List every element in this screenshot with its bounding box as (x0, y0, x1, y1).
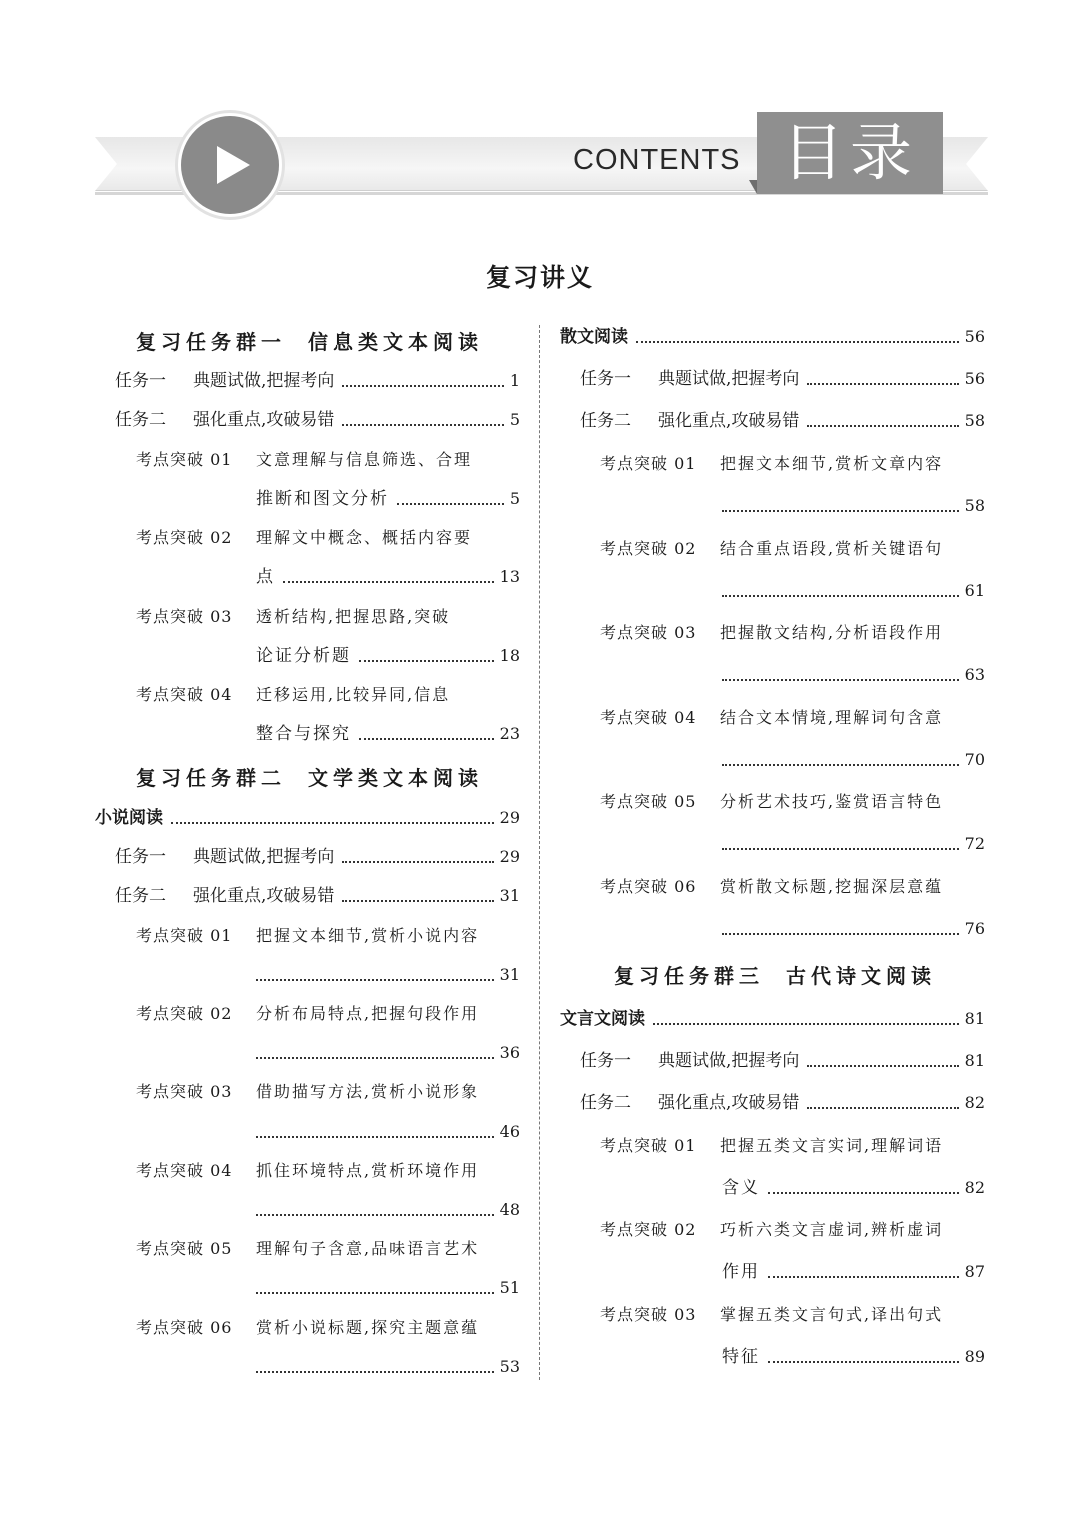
contents-banner (95, 110, 988, 220)
page-title: 复习讲义 (485, 263, 594, 292)
toc-entry[interactable] (722, 663, 985, 687)
leader-dots (256, 979, 494, 981)
kd-heading (600, 1303, 943, 1327)
leader-dots (256, 1371, 494, 1373)
group-name: 复习任务群二 (136, 766, 286, 790)
page-number: 29 (499, 847, 520, 866)
task-text: 典题试做,把握考向 (658, 369, 800, 389)
page-number: 23 (499, 724, 520, 743)
kd-code: 考点突破 01 (136, 926, 233, 945)
leader-dots (359, 738, 494, 740)
kd-text-cont: 点 (256, 567, 275, 587)
page-number: 56 (964, 369, 985, 388)
kd-code: 考点突破 01 (600, 1136, 697, 1155)
page-number: 82 (964, 1093, 985, 1112)
kd-text-cont: 论证分析题 (256, 646, 351, 666)
leader-dots (807, 383, 958, 385)
section-label: 散文阅读 (560, 327, 628, 347)
kd-text: 把握文本细节,赏析文章内容 (720, 454, 944, 473)
page-number: 46 (499, 1122, 520, 1141)
leader-dots (359, 660, 494, 662)
leader-dots (653, 1023, 959, 1025)
kd-code: 考点突破 03 (600, 1305, 697, 1324)
page-number: 72 (964, 834, 985, 853)
kd-text-cont: 含义 (722, 1178, 760, 1198)
task-label: 任务二 (115, 410, 166, 430)
toc-entry[interactable] (256, 1355, 520, 1379)
leader-dots (722, 933, 959, 935)
task-label: 任务一 (115, 847, 166, 867)
task-text: 强化重点,攻破易错 (658, 411, 800, 431)
toc-section[interactable] (560, 1007, 985, 1031)
task-text: 典题试做,把握考向 (193, 847, 335, 867)
label-tab-fold (749, 180, 757, 194)
kd-text: 巧析六类文言虚词,辨析虚词 (720, 1220, 944, 1239)
page-number: 1 (509, 371, 520, 390)
kd-text: 把握散文结构,分析语段作用 (720, 623, 944, 642)
task-text: 强化重点,攻破易错 (193, 410, 335, 430)
kd-text: 把握五类文言实词,理解词语 (720, 1136, 944, 1155)
task-text: 典题试做,把握考向 (193, 371, 335, 391)
kd-heading (136, 448, 472, 472)
toc-entry[interactable] (256, 1198, 520, 1222)
toc-entry[interactable] (722, 832, 985, 856)
contents-label-zh: 目录 (757, 112, 943, 194)
leader-dots (807, 1065, 958, 1067)
kd-code: 考点突破 04 (600, 708, 697, 727)
task-text: 强化重点,攻破易错 (193, 886, 335, 906)
kd-heading (600, 875, 943, 899)
kd-text: 借助描写方法,赏析小说形象 (256, 1082, 480, 1101)
toc-entry[interactable] (580, 1091, 985, 1115)
kd-code: 考点突破 06 (600, 877, 697, 896)
group-name: 复习任务群一 (136, 330, 286, 354)
kd-heading (600, 790, 943, 814)
kd-text: 结合重点语段,赏析关键语句 (720, 539, 944, 558)
leader-dots (256, 1136, 494, 1138)
toc-entry[interactable] (256, 644, 520, 668)
toc-entry[interactable] (722, 748, 985, 772)
toc-entry[interactable] (722, 917, 985, 941)
page-number: 53 (499, 1357, 520, 1376)
leader-dots (342, 861, 493, 863)
kd-heading (136, 1316, 479, 1340)
kd-text: 把握文本细节,赏析小说内容 (256, 926, 480, 945)
leader-dots (807, 425, 958, 427)
page-number: 76 (964, 919, 985, 938)
toc-entry[interactable] (722, 1345, 985, 1369)
task-label: 任务一 (580, 369, 631, 389)
task-label: 任务一 (115, 371, 166, 391)
kd-text-cont: 推断和图文分析 (256, 489, 389, 509)
leader-dots (256, 1214, 494, 1216)
kd-text: 掌握五类文言句式,译出句式 (720, 1305, 944, 1324)
leader-dots (171, 822, 494, 824)
kd-text: 分析艺术技巧,鉴赏语言特色 (720, 792, 944, 811)
toc-entry[interactable] (722, 1260, 985, 1284)
page-number: 5 (509, 410, 520, 429)
kd-code: 考点突破 04 (136, 685, 233, 704)
toc-entry[interactable] (256, 487, 520, 511)
kd-heading (136, 683, 450, 707)
page-number: 48 (499, 1200, 520, 1219)
toc-entry[interactable] (722, 1176, 985, 1200)
leader-dots (722, 848, 959, 850)
page-number: 13 (499, 567, 520, 586)
page-number: 61 (964, 581, 985, 600)
page-number: 51 (499, 1278, 520, 1297)
kd-text: 分析布局特点,把握句段作用 (256, 1004, 480, 1023)
group-heading (136, 762, 483, 791)
toc-entry[interactable] (580, 409, 985, 433)
leader-dots (722, 764, 959, 766)
kd-heading (600, 452, 943, 476)
leader-dots (256, 1292, 494, 1294)
page-number: 29 (499, 808, 520, 827)
section-label: 文言文阅读 (560, 1009, 645, 1029)
leader-dots (768, 1361, 959, 1363)
banner-notch-left (95, 137, 117, 191)
kd-code: 考点突破 05 (136, 1239, 233, 1258)
toc-entry[interactable] (722, 579, 985, 603)
group-heading (136, 326, 483, 355)
page-number: 58 (964, 411, 985, 430)
toc-entry[interactable] (256, 1276, 520, 1300)
kd-code: 考点突破 05 (600, 792, 697, 811)
toc-entry[interactable] (115, 369, 520, 393)
page-number: 63 (964, 665, 985, 684)
page-number: 81 (964, 1051, 985, 1070)
group-subject: 信息类文本阅读 (308, 330, 483, 354)
toc-entry[interactable] (256, 565, 520, 589)
kd-heading (136, 1002, 479, 1026)
page-number: 82 (964, 1178, 985, 1197)
kd-heading (600, 706, 943, 730)
task-label: 任务一 (580, 1051, 631, 1071)
kd-code: 考点突破 02 (600, 539, 697, 558)
kd-text-cont: 作用 (722, 1262, 760, 1282)
toc-entry[interactable] (256, 963, 520, 987)
toc-entry[interactable] (580, 367, 985, 391)
page-number: 31 (499, 965, 520, 984)
kd-heading (136, 1080, 479, 1104)
kd-heading (136, 1237, 479, 1261)
kd-text: 理解句子含意,品味语言艺术 (256, 1239, 480, 1258)
task-label: 任务二 (115, 886, 166, 906)
play-triangle-icon (217, 146, 250, 184)
kd-heading (600, 1218, 943, 1242)
kd-code: 考点突破 02 (136, 1004, 233, 1023)
banner-notch-right (966, 137, 988, 191)
kd-code: 考点突破 01 (600, 454, 697, 473)
leader-dots (722, 510, 959, 512)
toc-entry[interactable] (256, 722, 520, 746)
kd-text: 结合文本情境,理解词句含意 (720, 708, 944, 727)
page-number: 89 (964, 1347, 985, 1366)
kd-text: 迁移运用,比较异同,信息 (256, 685, 451, 704)
kd-text: 文意理解与信息筛选、合理 (256, 450, 473, 469)
leader-dots (768, 1192, 959, 1194)
leader-dots (807, 1107, 958, 1109)
kd-heading (600, 1134, 943, 1158)
task-label: 任务二 (580, 1093, 631, 1113)
group-subject: 古代诗文阅读 (786, 964, 936, 988)
kd-text-cont: 特征 (722, 1347, 760, 1367)
kd-heading (136, 605, 450, 629)
leader-dots (722, 679, 959, 681)
toc-entry[interactable] (115, 884, 520, 908)
toc-entry[interactable] (115, 408, 520, 432)
kd-code: 考点突破 03 (600, 623, 697, 642)
kd-code: 考点突破 01 (136, 450, 233, 469)
leader-dots (397, 503, 504, 505)
kd-code: 考点突破 06 (136, 1318, 233, 1337)
task-label: 任务二 (580, 411, 631, 431)
kd-heading (136, 924, 479, 948)
kd-code: 考点突破 03 (136, 1082, 233, 1101)
page-number: 56 (964, 327, 985, 346)
kd-text: 赏析小说标题,探究主题意蕴 (256, 1318, 480, 1337)
leader-dots (283, 581, 494, 583)
kd-code: 考点突破 02 (600, 1220, 697, 1239)
page-number: 36 (499, 1043, 520, 1062)
kd-heading (136, 526, 472, 550)
kd-text: 抓住环境特点,赏析环境作用 (256, 1161, 480, 1180)
leader-dots (722, 595, 959, 597)
task-text: 强化重点,攻破易错 (658, 1093, 800, 1113)
kd-heading (600, 621, 943, 645)
page-number: 5 (509, 489, 520, 508)
task-text: 典题试做,把握考向 (658, 1051, 800, 1071)
kd-text: 赏析散文标题,挖掘深层意蕴 (720, 877, 944, 896)
kd-heading (136, 1159, 479, 1183)
leader-dots (342, 424, 503, 426)
contents-label-en: CONTENTS (573, 144, 741, 176)
column-divider (539, 325, 540, 1380)
toc-entry[interactable] (722, 494, 985, 518)
group-heading (614, 960, 936, 989)
kd-code: 考点突破 02 (136, 528, 233, 547)
group-subject: 文学类文本阅读 (308, 766, 483, 790)
toc-entry[interactable] (256, 1120, 520, 1144)
toc-entry[interactable] (580, 1049, 985, 1073)
kd-text: 理解文中概念、概括内容要 (256, 528, 473, 547)
leader-dots (768, 1276, 959, 1278)
kd-text-cont: 整合与探究 (256, 724, 351, 744)
page-number: 31 (499, 886, 520, 905)
kd-text: 透析结构,把握思路,突破 (256, 607, 451, 626)
page-number: 81 (964, 1009, 985, 1028)
leader-dots (342, 900, 493, 902)
group-name: 复习任务群三 (614, 964, 764, 988)
leader-dots (256, 1057, 494, 1059)
toc-section[interactable] (95, 806, 520, 830)
toc-entry[interactable] (115, 845, 520, 869)
page-number: 87 (964, 1262, 985, 1281)
leader-dots (636, 341, 959, 343)
page-number: 58 (964, 496, 985, 515)
page-number: 70 (964, 750, 985, 769)
section-label: 小说阅读 (95, 808, 163, 828)
toc-entry[interactable] (256, 1041, 520, 1065)
kd-code: 考点突破 03 (136, 607, 233, 626)
page-number: 18 (499, 646, 520, 665)
kd-code: 考点突破 04 (136, 1161, 233, 1180)
toc-section[interactable] (560, 325, 985, 349)
leader-dots (342, 385, 503, 387)
kd-heading (600, 537, 943, 561)
